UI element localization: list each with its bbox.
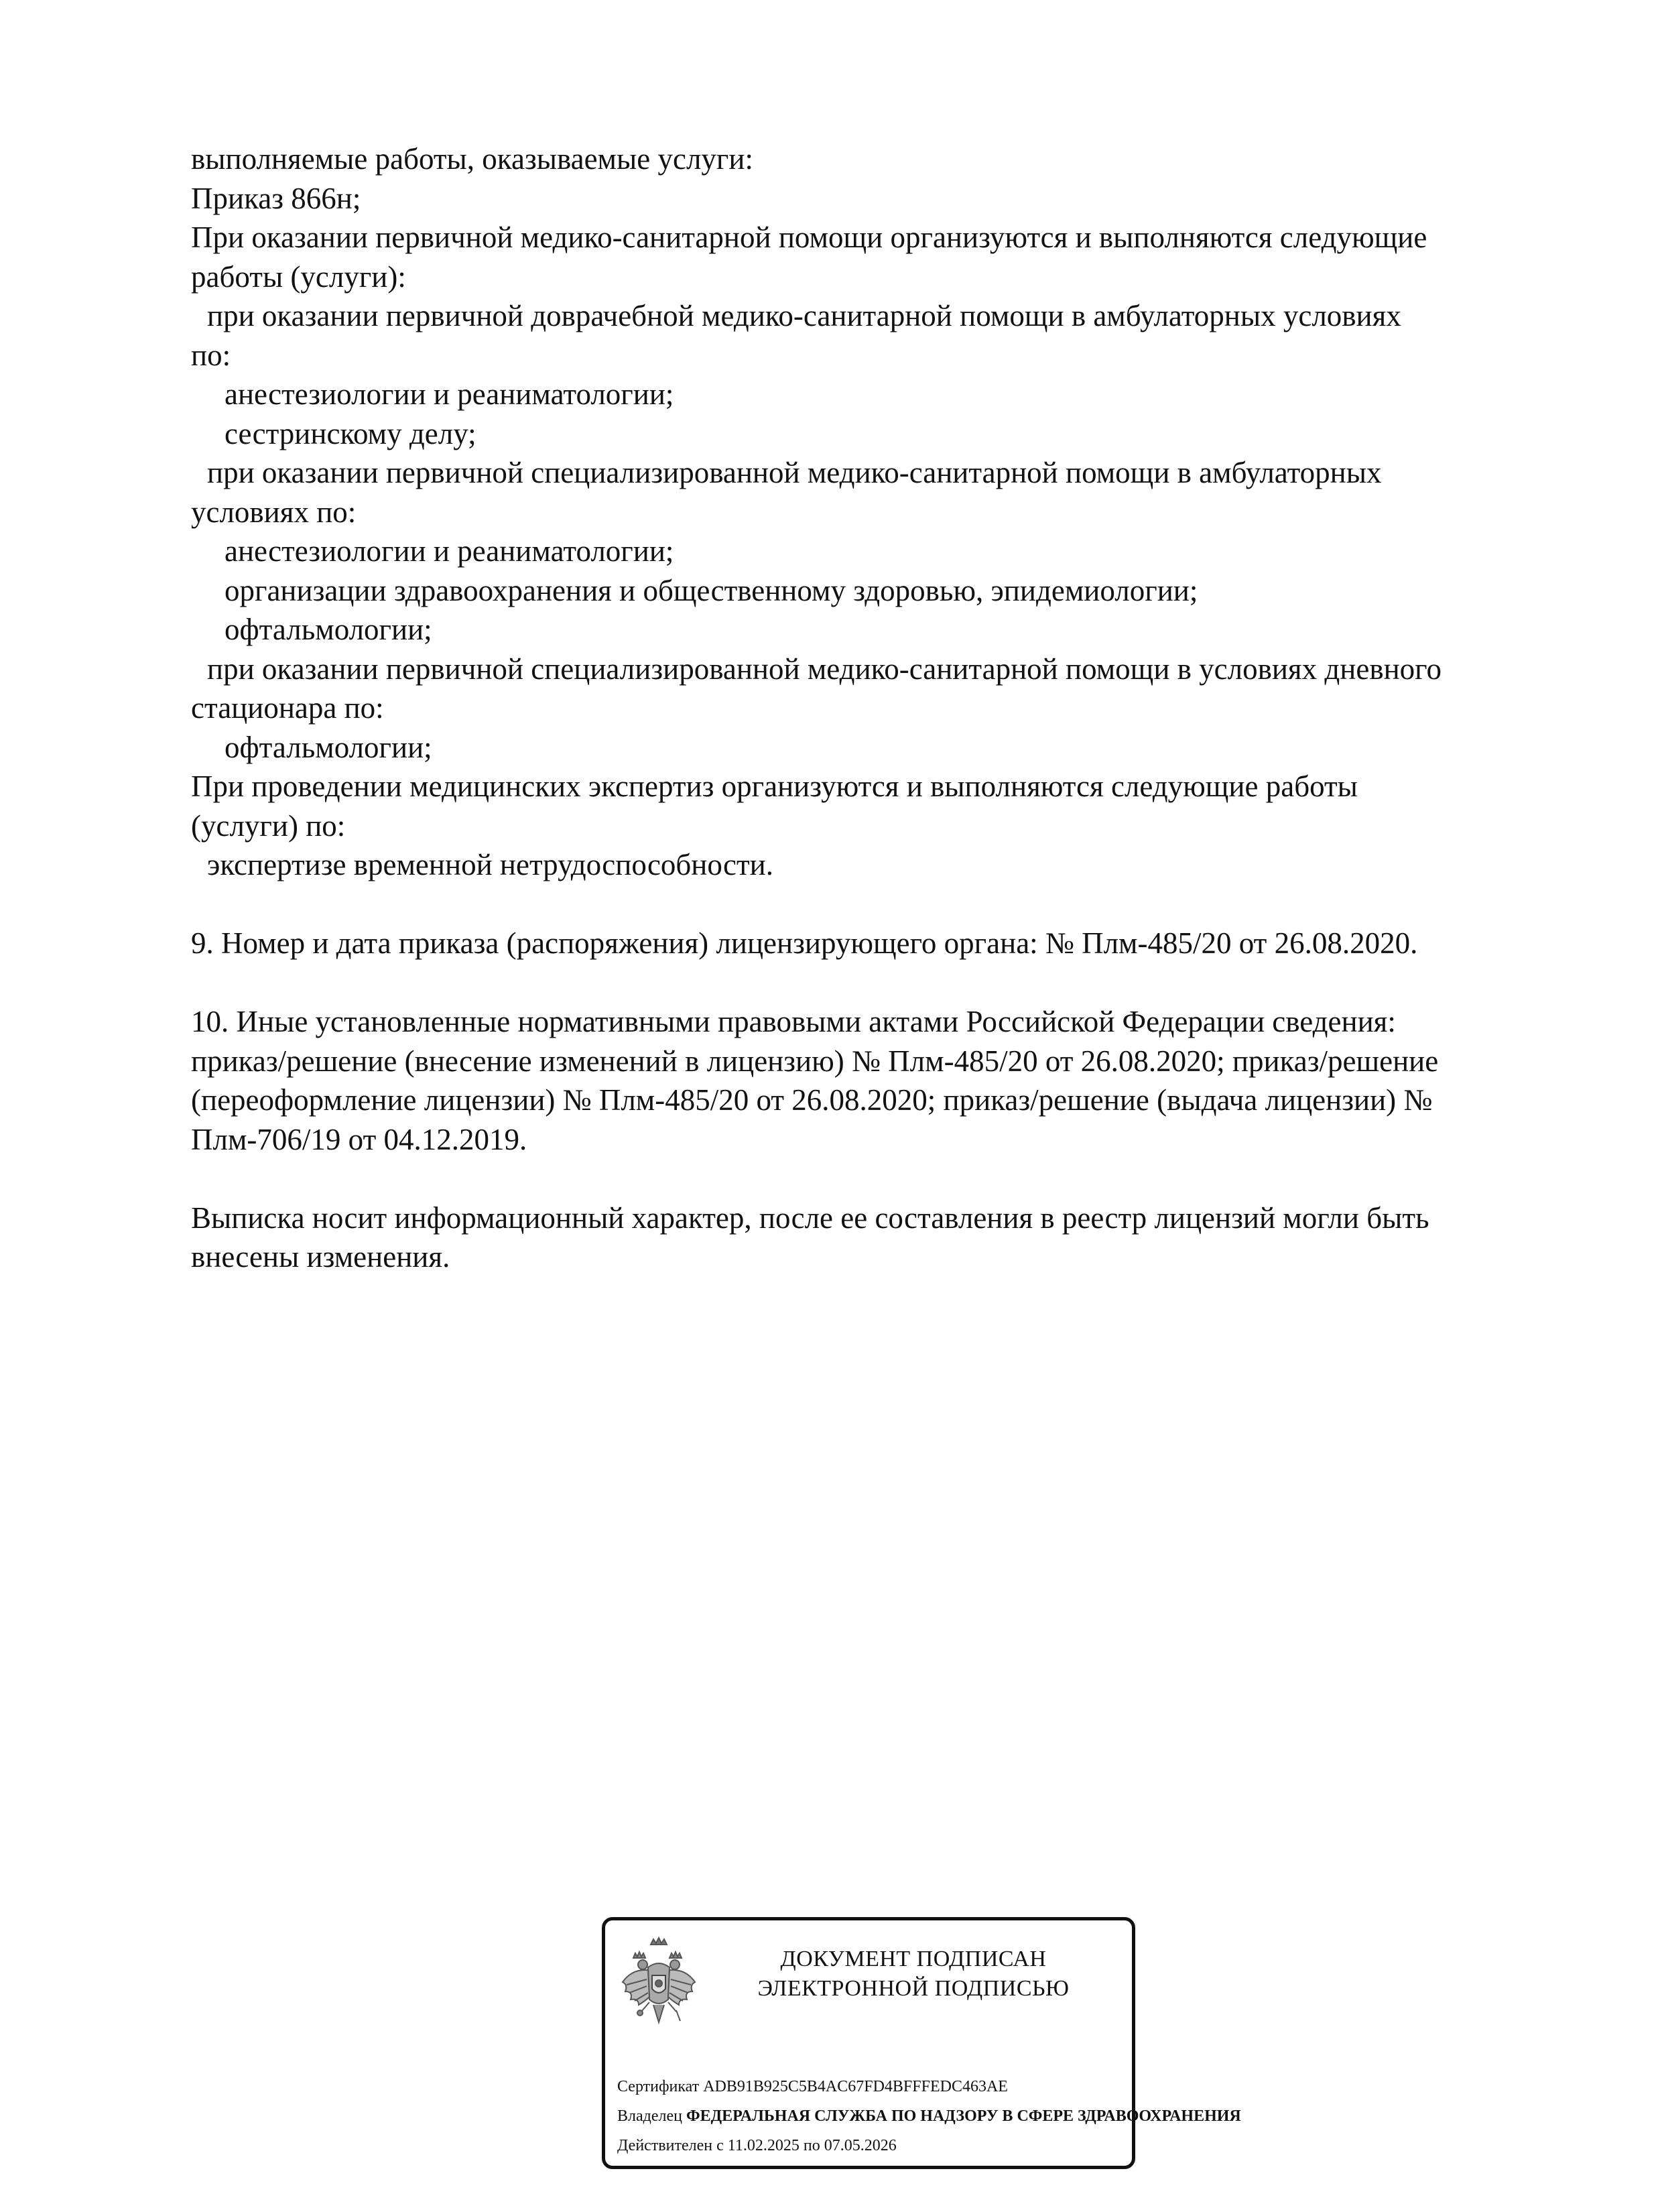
stamp-info xyxy=(617,2072,1241,2160)
document-line: выполняемые работы, оказываемые услуги: xyxy=(191,142,753,176)
document-line: по: xyxy=(191,338,231,372)
document-line: Выписка носит информационный характер, после ее составления в реестр лицензий могли быть xyxy=(191,1201,1429,1235)
paragraph-gap xyxy=(191,1159,1565,1199)
document-line: условиях по: xyxy=(191,495,357,529)
document-line: Плм-706/19 от 04.12.2019. xyxy=(191,1122,527,1156)
document-line: работы (услуги): xyxy=(191,259,406,294)
certificate-value: ADB91B925C5B4AC67FD4BFFFEDC463AE xyxy=(703,2078,1008,2095)
owner-label: Владелец xyxy=(617,2107,682,2125)
document-line: при оказании первичной специализированной медико-санитарной помощи в условиях дневного xyxy=(207,652,1442,686)
document-line: Приказ 866н; xyxy=(191,181,361,215)
document-line: внесены изменения. xyxy=(191,1240,450,1274)
owner-row xyxy=(617,2101,1241,2131)
document-line: стационара по: xyxy=(191,691,384,725)
stamp-title-line2: ЭЛЕКТРОННОЙ ПОДПИСЬЮ xyxy=(757,1976,1070,2001)
document-line: офтальмологии; xyxy=(225,613,432,646)
document-line: экспертизе временной нетрудоспособности. xyxy=(207,848,773,881)
stamp-title xyxy=(712,1945,1114,2004)
document-line: 10. Иные установленные нормативными правовыми актами Российской Федерации сведения: xyxy=(191,1005,1396,1038)
document-line: организации здравоохранения и общественному здоровью, эпидемиологии; xyxy=(225,573,1198,607)
document-line: сестринскому делу; xyxy=(225,416,476,450)
document-line: офтальмологии; xyxy=(225,730,432,764)
document-line: (переоформление лицензии) № Плм-485/20 от 26.08.2020; приказ/решение (выдача лицензии) № xyxy=(191,1083,1433,1117)
coat-of-arms-icon xyxy=(619,1935,699,2034)
certificate-label: Сертификат xyxy=(617,2078,700,2095)
stamp-title-line1: ДОКУМЕНТ ПОДПИСАН xyxy=(780,1947,1047,1971)
document-body xyxy=(191,139,1565,1277)
document-line: приказ/решение (внесение изменений в лицензию) № Плм-485/20 от 26.08.2020; приказ/решение xyxy=(191,1044,1439,1078)
electronic-signature-stamp xyxy=(602,1917,1241,2169)
document-line: анестезиологии и реаниматологии; xyxy=(225,377,674,411)
certificate-row xyxy=(617,2072,1220,2101)
document-line: (услуги) по: xyxy=(191,808,346,843)
validity-row: Действителен с 11.02.2025 по 07.05.2026 xyxy=(617,2137,897,2154)
paragraph-gap xyxy=(191,963,1565,1003)
document-line: при оказании первичной доврачебной медико-санитарной помощи в амбулаторных условиях xyxy=(207,299,1401,332)
owner-value: ФЕДЕРАЛЬНАЯ СЛУЖБА ПО НАДЗОРУ В СФЕРЕ ЗДРАВООХРАНЕНИЯ xyxy=(686,2107,1241,2125)
document-line: при оказании первичной специализированной медико-санитарной помощи в амбулаторных xyxy=(207,456,1382,489)
paragraph-gap xyxy=(191,885,1565,924)
document-line: 9. Номер и дата приказа (распоряжения) лицензирующего органа: № Плм-485/20 от 26.08.2020. xyxy=(191,926,1418,960)
document-line: При оказании первичной медико-санитарной помощи организуются и выполняются следующие xyxy=(191,221,1427,254)
document-line: анестезиологии и реаниматологии; xyxy=(225,534,674,568)
document-line: При проведении медицинских экспертиз организуются и выполняются следующие работы xyxy=(191,770,1358,803)
